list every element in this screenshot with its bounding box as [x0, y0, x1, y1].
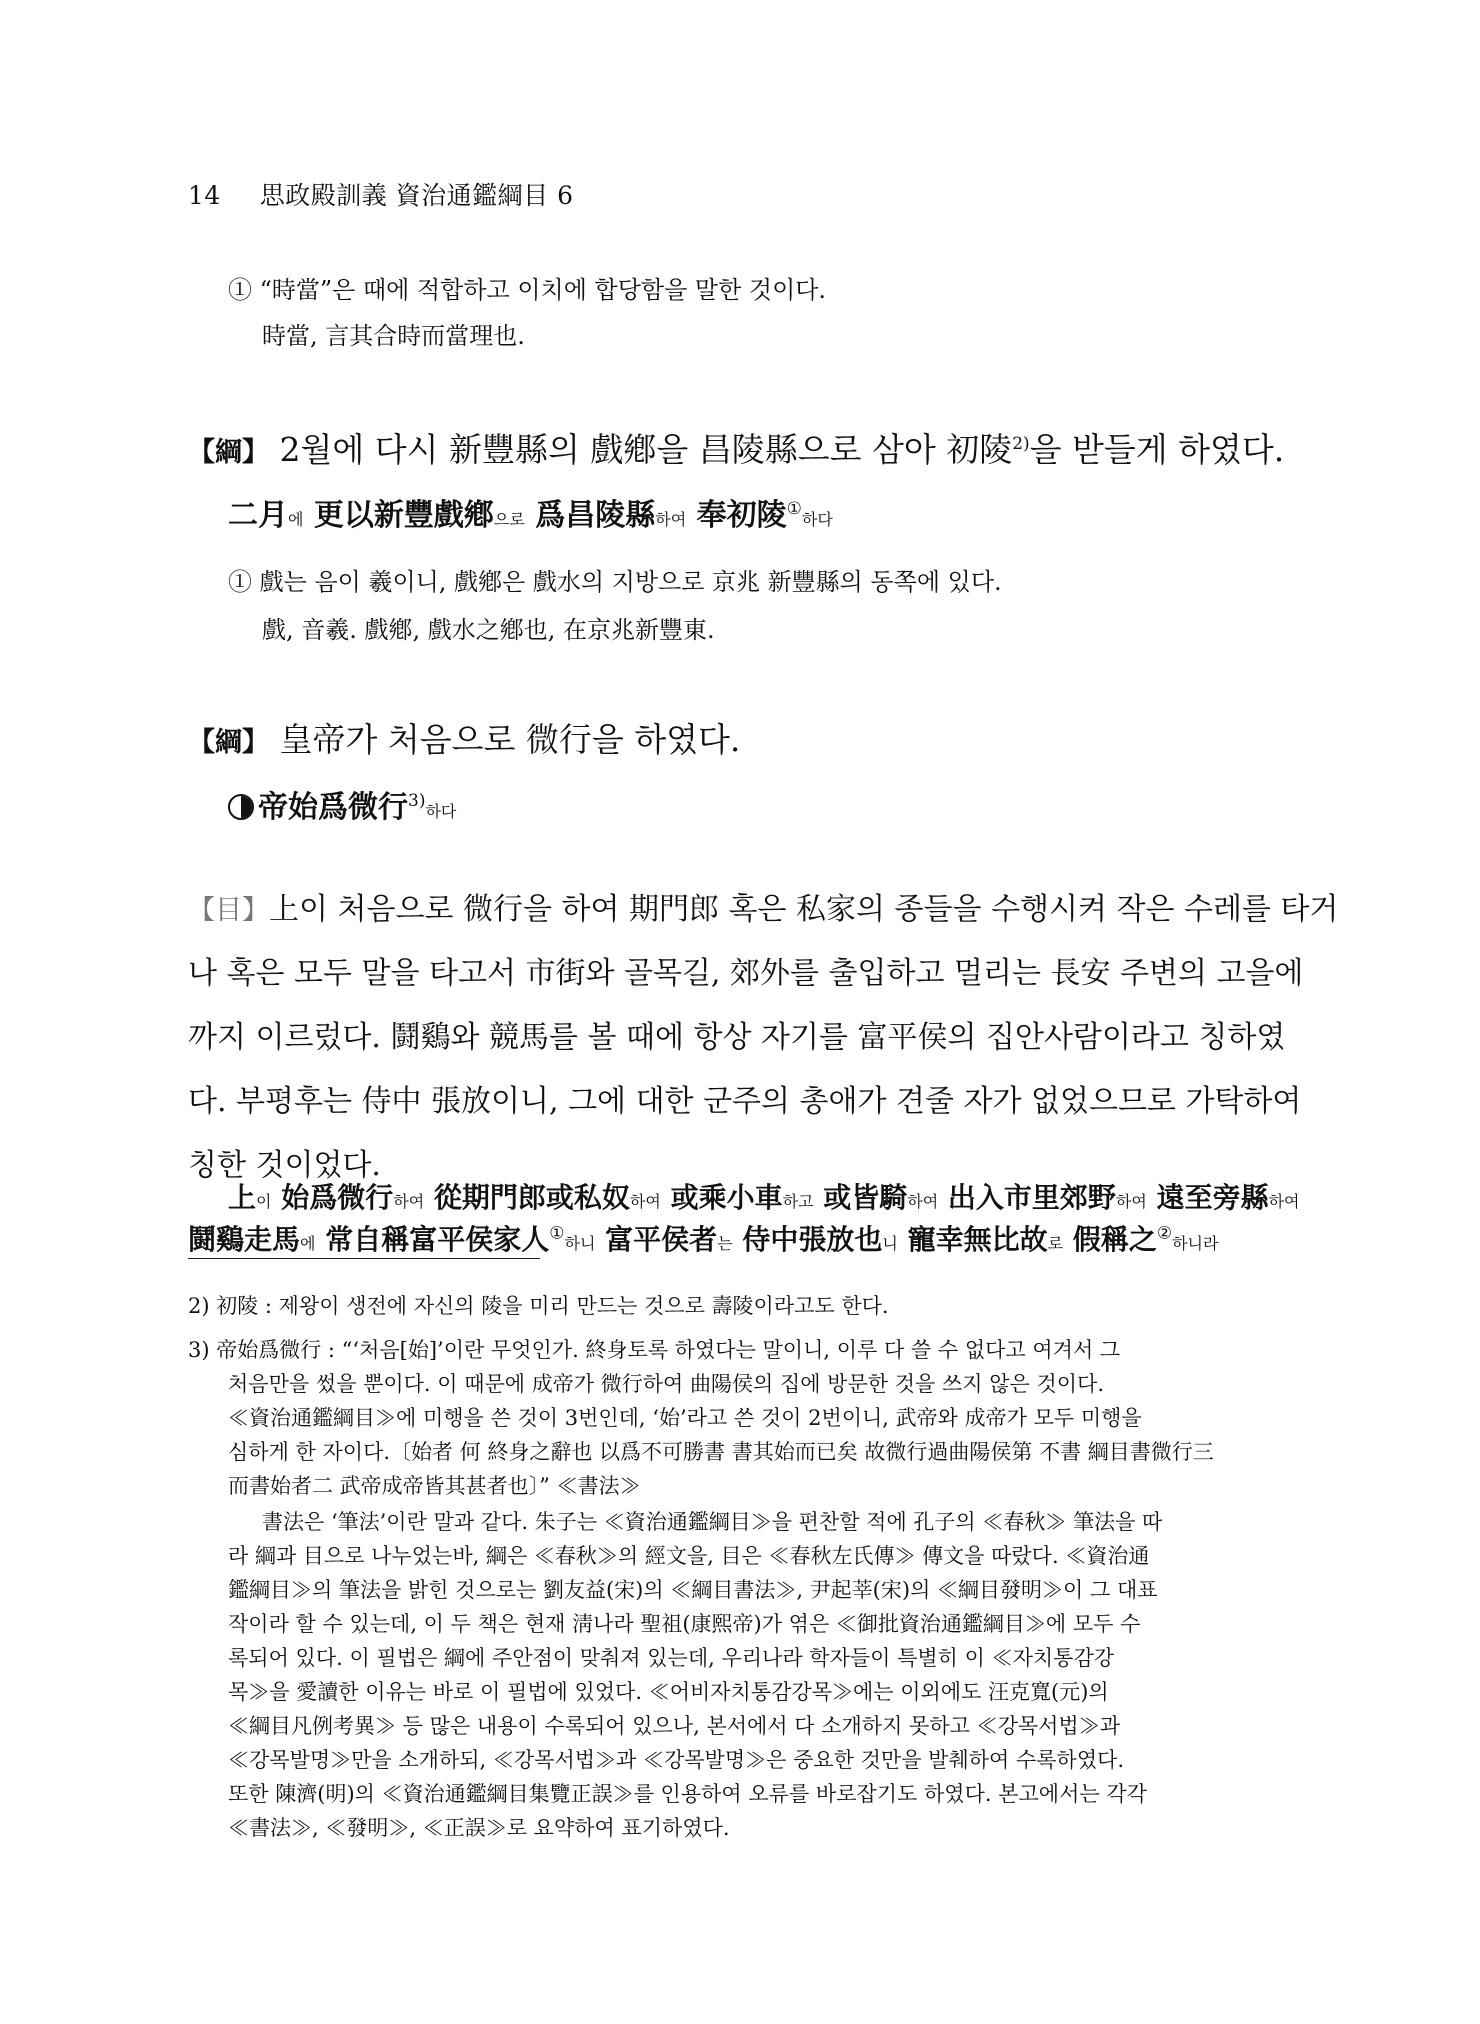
- mok-han1-7: 하고: [782, 1192, 814, 1211]
- mok-line-2: 까지 이르렀다. 鬪鷄와 競馬를 볼 때에 항상 자기를 富平侯의 집안사람이라고 칭하였: [188, 1020, 1286, 1055]
- mok-han2-11: 假稱之: [1063, 1223, 1157, 1256]
- footnote-ref-3[interactable]: 3): [408, 791, 426, 811]
- gang1-line: [188, 424, 1284, 471]
- gang1-han-3: 으로: [493, 510, 525, 529]
- mok-han2-10: 로: [1047, 1234, 1064, 1253]
- mok-hanja-line-2: [188, 1218, 1218, 1258]
- mok-han2-9: 寵幸無比故: [897, 1223, 1048, 1256]
- gang-mark: 【綱】: [188, 727, 269, 758]
- note2-korean: ① 戲는 음이 羲이니, 戲鄕은 戲水의 지방으로 京兆 新豐縣의 동쪽에 있다.: [228, 568, 1002, 596]
- mok-line-4: 칭한 것이었다.: [188, 1148, 381, 1183]
- mok-han1-0: 上: [228, 1181, 257, 1214]
- mok-han1-12: 遠至旁縣: [1146, 1181, 1269, 1214]
- footnote-3-para2-line-6: ≪綱目凡例考異≫ 등 많은 내용이 수록되어 있으나, 본서에서 다 소개하지 못하고 ≪강목서법≫과: [228, 1714, 1121, 1738]
- gang2-line: [188, 714, 740, 761]
- footnote-3-para2-line-3: 작이라 할 수 있는데, 이 두 책은 현재 淸나라 聖祖(康熙帝)가 엮은 ≪御批資治通鑑綱目≫에 모두 수: [228, 1612, 1141, 1636]
- note1-korean: ① “時當”은 때에 적합하고 이치에 합당함을 말한 것이다.: [228, 276, 827, 304]
- mok-han1-2: 始爲微行: [271, 1181, 394, 1214]
- mok-mark: 【目】: [188, 895, 269, 926]
- mok-hanja-line-1: [228, 1176, 1300, 1216]
- gang1-text-b: 을 받들게 하였다.: [1029, 430, 1285, 469]
- footnote-3-para2-line-4: 록되어 있다. 이 필법은 綱에 주안점이 맞춰져 있는데, 우리나라 학자들이 특별히 이 ≪자치통감강: [228, 1646, 1115, 1670]
- mok-han2-8: 니: [882, 1234, 898, 1253]
- footnote-2: 2) 初陵 : 제왕이 생전에 자신의 陵을 미리 만드는 것으로 壽陵이라고도 한다.: [188, 1294, 889, 1318]
- mok-note-ref-1[interactable]: ①: [549, 1223, 565, 1244]
- gang1-han-8: 하다: [801, 510, 833, 529]
- mok-han2-7: 侍中張放也: [732, 1223, 883, 1256]
- footnote-3-line-3: 심하게 한 자이다.〔始者 何 終身之辭也 以爲不可勝書 書其始而已矣 故微行過曲陽侯第 不書 綱目書微行三: [228, 1440, 1214, 1464]
- page-number: 14: [188, 181, 221, 210]
- footnote-3-para2-line-0: 書法은 ‘筆法’이란 말과 같다. 朱子는 ≪資治通鑑綱目≫을 편찬할 적에 孔子의 ≪春秋≫ 筆法을 따: [262, 1510, 1163, 1534]
- book-title: 思政殿訓義 資治通鑑綱目 6: [259, 181, 574, 210]
- mok-han2-6: 는: [717, 1234, 733, 1253]
- mok-han1-13: 하여: [1268, 1192, 1300, 1211]
- mok-han1-10: 出入市里郊野: [938, 1181, 1116, 1214]
- page-header: [188, 176, 574, 212]
- gang1-han-1: 에: [288, 510, 304, 529]
- mok-han2-4: 하니: [564, 1234, 596, 1253]
- gang1-han-6: 奉初陵: [686, 498, 787, 533]
- gang2-han-end: 하다: [425, 802, 457, 821]
- footnote-3-para2-line-7: ≪강목발명≫만을 소개하되, ≪강목서법≫과 ≪강목발명≫은 중요한 것만을 발췌하여 수록하였다.: [228, 1748, 1125, 1772]
- mok-han2-13: 하니라: [1172, 1234, 1219, 1253]
- gang2-text: 皇帝가 처음으로 微行을 하였다.: [279, 720, 741, 759]
- mok-han1-9: 하여: [907, 1192, 939, 1211]
- mok-han1-5: 하여: [629, 1192, 661, 1211]
- gang1-text-a: 2월에 다시 新豐縣의 戲鄕을 昌陵縣으로 삼아 初陵: [279, 430, 1013, 469]
- mok-han1-1: 이: [256, 1192, 272, 1211]
- footnote-3-para2-line-2: 鑑綱目≫의 筆法을 밝힌 것으로는 劉友益(宋)의 ≪綱目書法≫, 尹起莘(宋)의 ≪綱目發明≫이 그 대표: [228, 1578, 1158, 1602]
- mok-line-1: 나 혹은 모두 말을 타고서 市街와 골목길, 郊外를 출입하고 멀리는 長安 주변의 고을에: [188, 956, 1304, 991]
- mok-han1-3: 하여: [393, 1192, 425, 1211]
- gang1-han-5: 하여: [655, 510, 687, 529]
- footnote-3-para2-line-1: 라 綱과 目으로 나누었는바, 綱은 ≪春秋≫의 經文을, 目은 ≪春秋左氏傳≫ 傳文을 따랐다. ≪資治通: [228, 1544, 1150, 1568]
- footnote-ref-2[interactable]: 2): [1012, 434, 1030, 454]
- note2-hanja: 戲, 音羲. 戲鄕, 戲水之鄕也, 在京兆新豐東.: [262, 616, 715, 644]
- mok-han2-5: 富平侯者: [595, 1223, 718, 1256]
- mok-han2-2: 常自稱富平侯家人: [315, 1223, 550, 1256]
- mok-note-ref-2[interactable]: ②: [1156, 1223, 1173, 1244]
- half-filled-circle-icon: [228, 794, 254, 820]
- footnote-3-para2-line-8: 또한 陳濟(明)의 ≪資治通鑑綱目集覽正誤≫를 인용하여 오류를 바로잡기도 하였다. 본고에서는 각각: [228, 1782, 1147, 1806]
- mok-han1-8: 或皆騎: [813, 1181, 908, 1214]
- gang-mark: 【綱】: [188, 437, 269, 468]
- footnote-3-line-4: 而書始者二 武帝成帝皆其甚者也〕” ≪書法≫: [228, 1474, 641, 1498]
- mok-han2-1: 에: [300, 1234, 316, 1253]
- mok-line-0: [188, 884, 1338, 928]
- gang1-han-0: 二月: [228, 498, 288, 533]
- mok-han1-4: 從期門郎或私奴: [424, 1181, 630, 1214]
- mok-han1-6: 或乘小車: [660, 1181, 783, 1214]
- mok-han1-11: 하여: [1115, 1192, 1147, 1211]
- gang2-hanja-line: [228, 782, 456, 826]
- mok-line-3: 다. 부평후는 侍中 張放이니, 그에 대한 군주의 총애가 견줄 자가 없었으므로 가탁하여: [188, 1084, 1302, 1119]
- footnote-3-line-0: 3) 帝始爲微行 : “‘처음[始]’이란 무엇인가. 終身토록 하였다는 말이니, 이루 다 쓸 수 없다고 여겨서 그: [188, 1338, 1121, 1362]
- mok-han2-0: 鬪鷄走馬: [188, 1223, 301, 1256]
- gang1-han-2: 更以新豐戲鄕: [303, 498, 494, 533]
- gang2-han-main: 帝始爲微行: [258, 790, 408, 825]
- mok-text-0: 上이 처음으로 微行을 하여 期門郎 혹은 私家의 종들을 수행시켜 작은 수레를 타거: [269, 892, 1339, 927]
- gang1-han-7[interactable]: ①: [786, 499, 802, 519]
- note1-hanja: 時當, 言其合時而當理也.: [262, 322, 525, 350]
- footnote-3-line-1: 처음만을 썼을 뿐이다. 이 때문에 成帝가 微行하여 曲陽侯의 집에 방문한 것을 쓰지 않은 것이다.: [228, 1372, 1104, 1396]
- gang1-han-4: 爲昌陵縣: [524, 498, 656, 533]
- footnote-3-line-2: ≪資治通鑑綱目≫에 미행을 쓴 것이 3번인데, ‘始’라고 쓴 것이 2번이니, 武帝와 成帝가 모두 미행을: [228, 1406, 1142, 1430]
- footnote-3-para2-line-5: 목≫을 愛讀한 이유는 바로 이 필법에 있었다. ≪어비자치통감강목≫에는 이외에도 汪克寬(元)의: [228, 1680, 1109, 1704]
- gang1-hanja-line: [228, 490, 833, 534]
- footnote-divider: [188, 1258, 540, 1259]
- footnote-3-para2-line-9: ≪書法≫, ≪發明≫, ≪正誤≫로 요약하여 표기하였다.: [228, 1816, 730, 1840]
